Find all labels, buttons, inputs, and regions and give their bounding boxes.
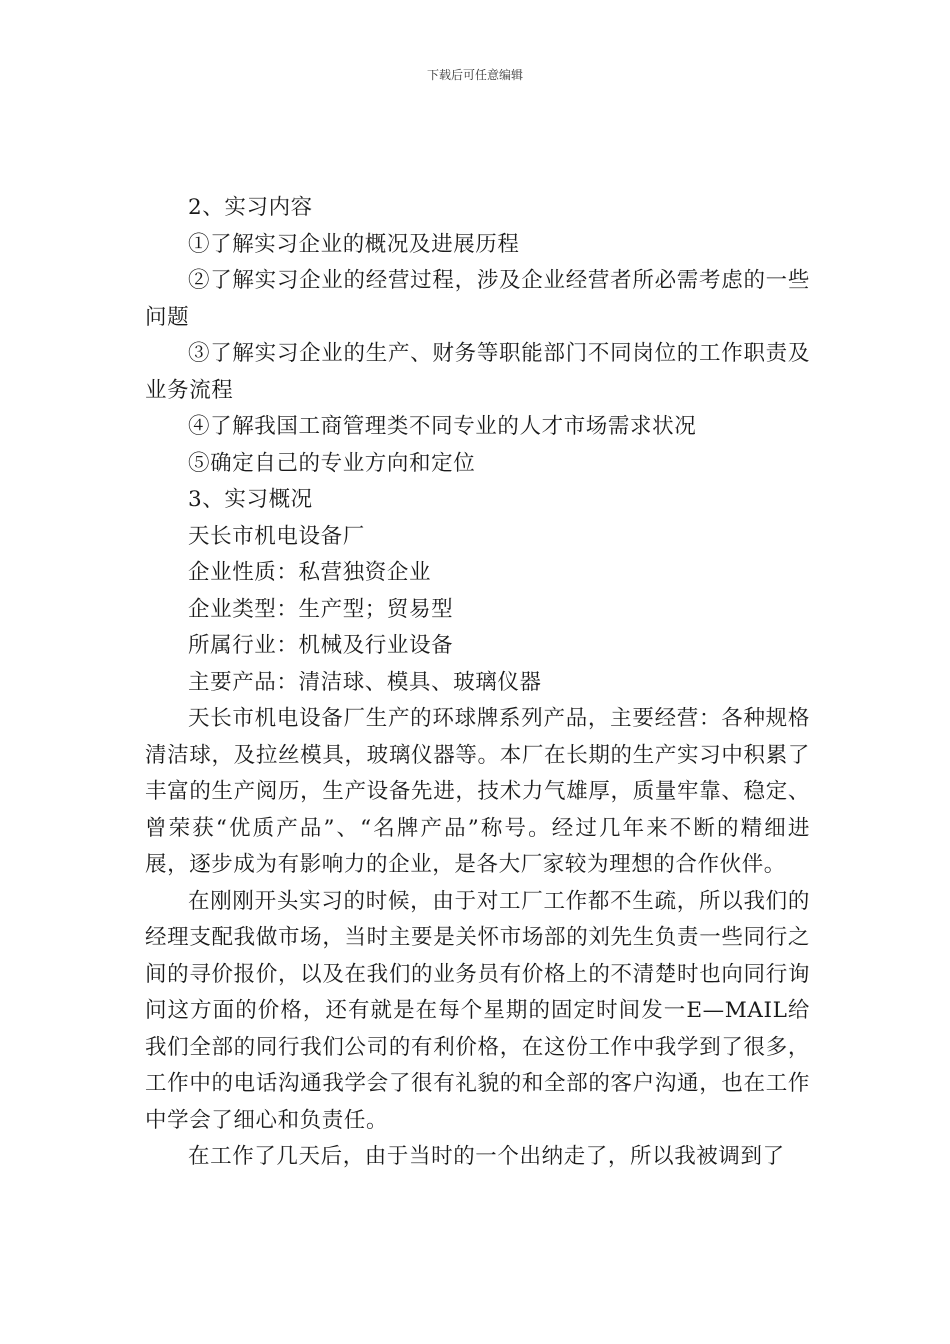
list-item: ④了解我国工商管理类不同专业的人才市场需求状况 xyxy=(188,414,697,439)
company-name: 天长市机电设备厂 xyxy=(188,523,365,549)
list-item: ②了解实习企业的经营过程，涉及企业经营者所必需考虑的一些问题 xyxy=(145,268,810,330)
company-industry: 所属行业：机械及行业设备 xyxy=(188,633,454,658)
company-products: 主要产品：清洁球、模具、玻璃仪器 xyxy=(188,669,542,695)
header-note: 下载后可任意编辑 xyxy=(426,68,523,82)
company-nature: 企业性质：私营独资企业 xyxy=(188,560,432,585)
company-type: 企业类型：生产型；贸易型 xyxy=(188,596,454,622)
body-paragraph: 天长市机电设备厂生产的环球牌系列产品，主要经营：各种规格清洁球，及拉丝模具，玻璃仪器等。本厂在长期的生产实习中积累了丰富的生产阅历，生产设备先进，技术力气雄厚，质量牢靠、稳定、曾荣获“优质产品”、“名牌产品”称号。经过几年来不断的精细进展，逐步成为有影响力的企业，是各大厂家较为理想的合作伙伴。 xyxy=(145,706,810,877)
section-heading-content: 2、实习内容 xyxy=(188,195,313,220)
body-paragraph: 在刚刚开头实习的时候，由于对工厂工作都不生疏，所以我们的经理支配我做市场，当时主要是关怀市场部的刘先生负责一些同行之间的寻价报价，以及在我们的业务员有价格上的不清楚时也向同行询问这方面的价格，还有就是在每个星期的固定时间发一E—MAIL给我们全部的同行我们公司的有利价格，在这份工作中我学到了很多，工作中的电话沟通我学会了很有礼貌的和全部的客户沟通，也在工作中学会了细心和负责任。 xyxy=(145,888,810,1133)
document-body xyxy=(145,190,810,1176)
list-item: ①了解实习企业的概况及进展历程 xyxy=(188,231,520,257)
list-item: ③了解实习企业的生产、财务等职能部门不同岗位的工作职责及业务流程 xyxy=(145,341,810,403)
list-item: ⑤确定自己的专业方向和定位 xyxy=(188,450,476,476)
body-paragraph: 在工作了几天后，由于当时的一个出纳走了，所以我被调到了 xyxy=(188,1144,785,1169)
section-heading-overview: 3、实习概况 xyxy=(188,487,313,512)
